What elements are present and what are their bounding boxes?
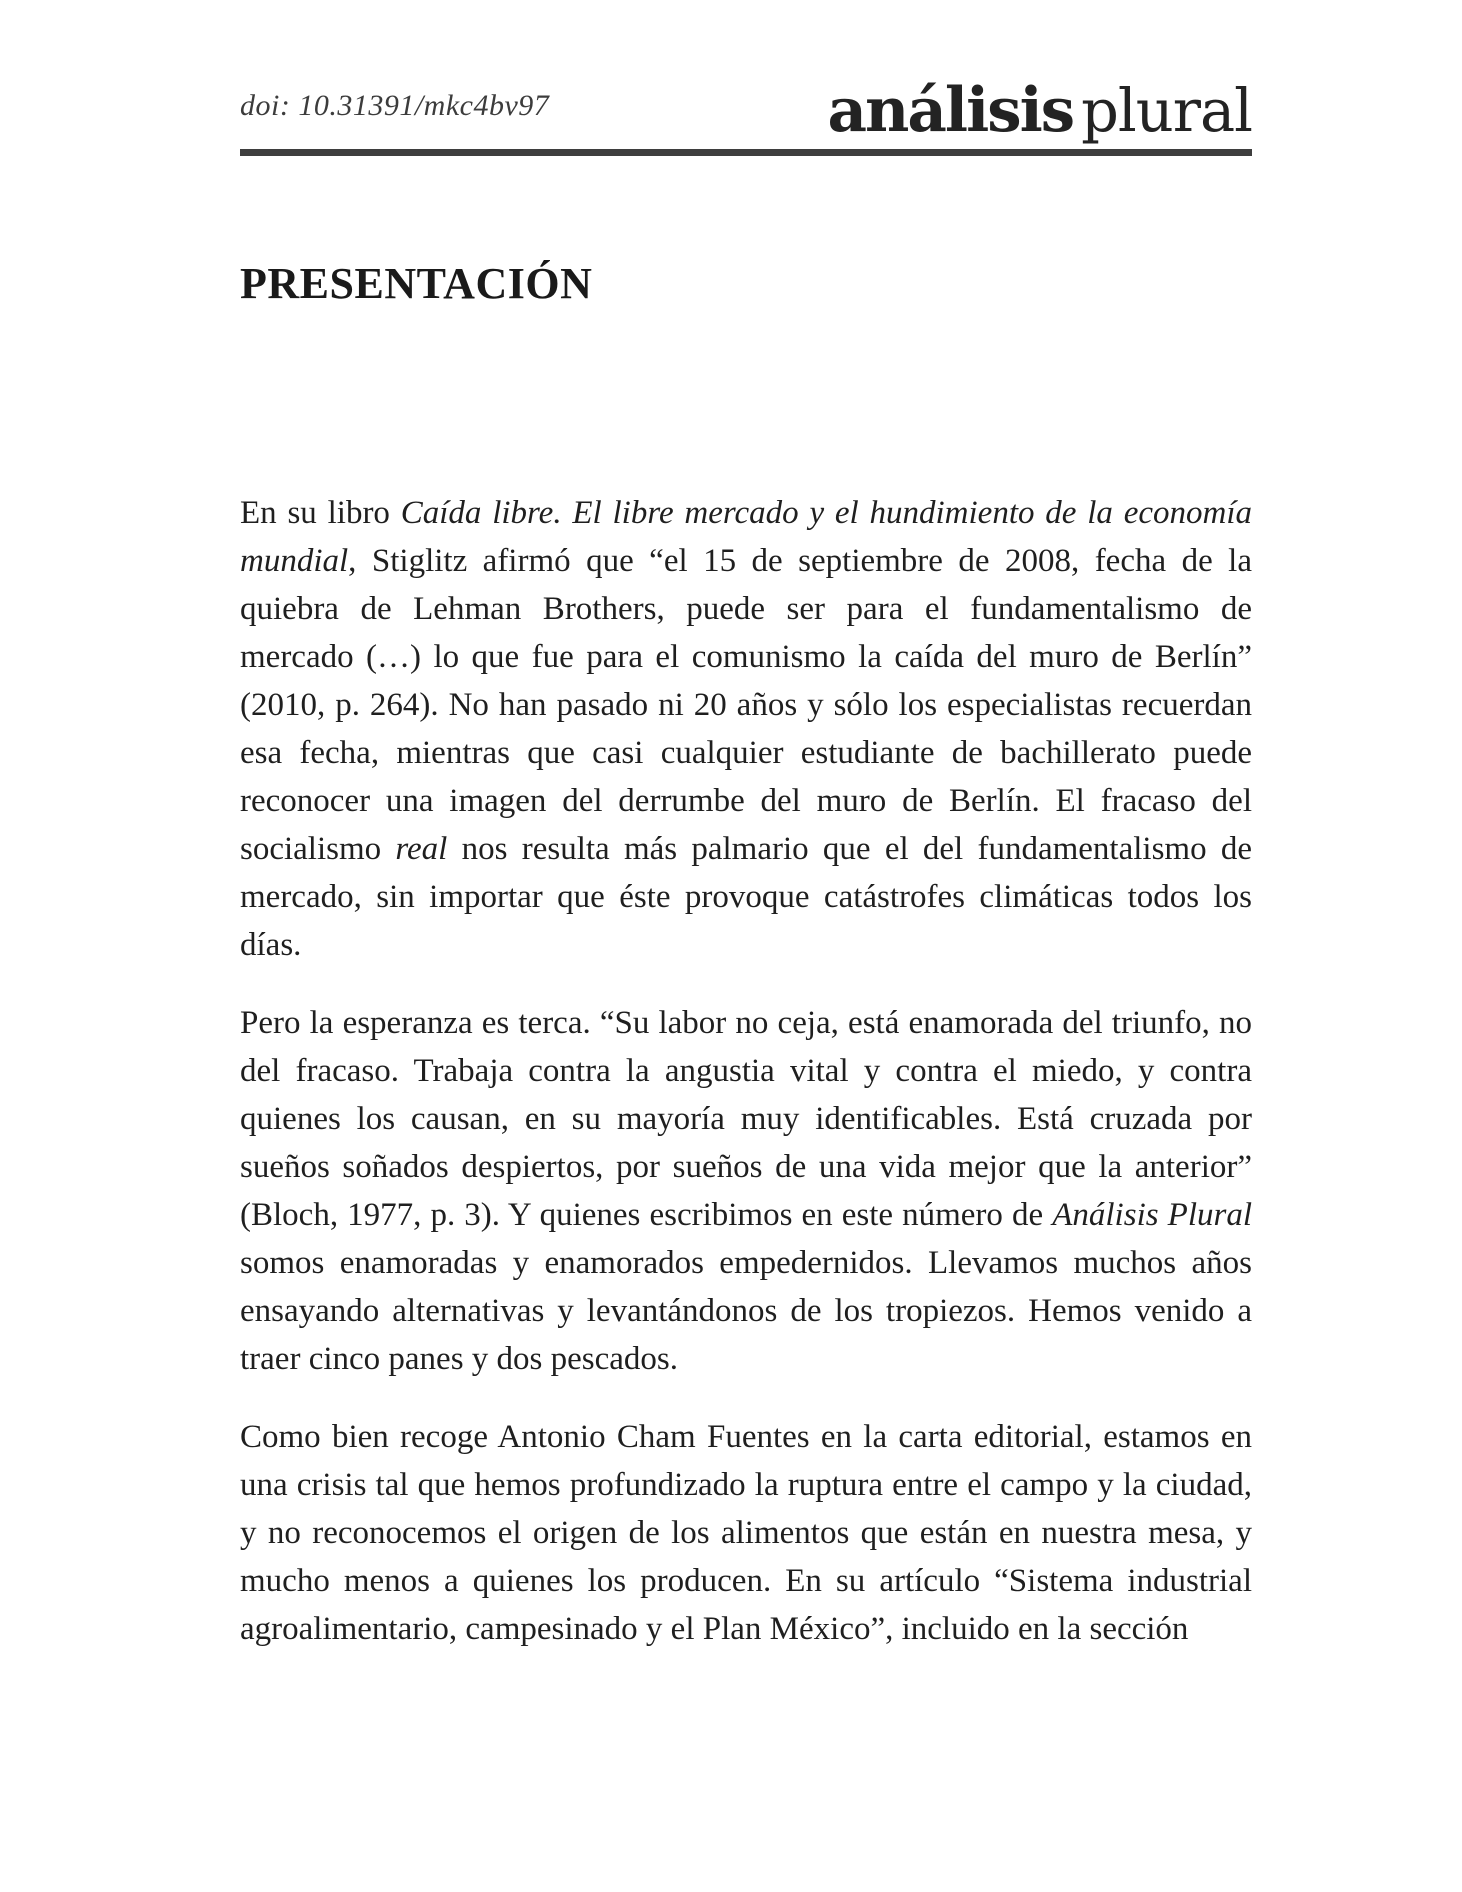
journal-logo-word-plural: plural — [1081, 76, 1252, 145]
paragraph-2: Pero la esperanza es terca. “Su labor no ceja, está enamorada del triunfo, no del fracaso. Trabaja contra la angustia vital y contra el miedo, y contra quienes los causan, en su mayoría muy identificables. Está cruzada por sueños soñados despiertos, por sueños de una vida mejor que la anterior” (Bloch, 1977, p. 3). Y quienes escribimos en este número de Análisis Plural somos enamoradas y enamorados empedernidos. Llevamos muchos años ensayando alternativas y levantándonos de los tropiezos. Hemos venido a traer cinco panes y dos pescados. — [240, 1005, 1252, 1377]
journal-logo — [827, 75, 1253, 146]
header-divider-rule — [240, 149, 1252, 156]
doi-text: doi: 10.31391/mkc4bv97 — [240, 89, 550, 122]
page-title: PRESENTACIÓN — [240, 259, 593, 308]
page-header — [240, 0, 1252, 146]
paragraph-1: En su libro Caída libre. El libre mercado y el hundimiento de la economía mundial, Stiglitz afirmó que “el 15 de septiembre de 2008, fecha de la quiebra de Lehman Brothers, puede ser para el fundamentalismo de mercado (…) lo que fue para el comunismo la caída del muro de Berlín” (2010, p. 264). No han pasado ni 20 años y sólo los especialistas recuerdan esa fecha, mientras que casi cualquier estudiante de bachillerato puede reconocer una imagen del derrumbe del muro de Berlín. El fracaso del socialismo real nos resulta más palmario que el del fundamentalismo de mercado, sin importar que éste provoque catástrofes climáticas todos los días. — [240, 495, 1252, 963]
body-text — [240, 489, 1252, 1653]
journal-logo-word-analisis: análisis — [827, 75, 1074, 146]
paragraph-3: Como bien recoge Antonio Cham Fuentes en la carta editorial, estamos en una crisis tal que hemos profundizado la ruptura entre el campo y la ciudad, y no reconocemos el origen de los alimentos que están en nuestra mesa, y mucho menos a quienes los producen. En su artículo “Sistema industrial agroalimentario, campesinado y el Plan México”, incluido en la sección — [240, 1419, 1252, 1647]
page-content — [240, 0, 1252, 1653]
